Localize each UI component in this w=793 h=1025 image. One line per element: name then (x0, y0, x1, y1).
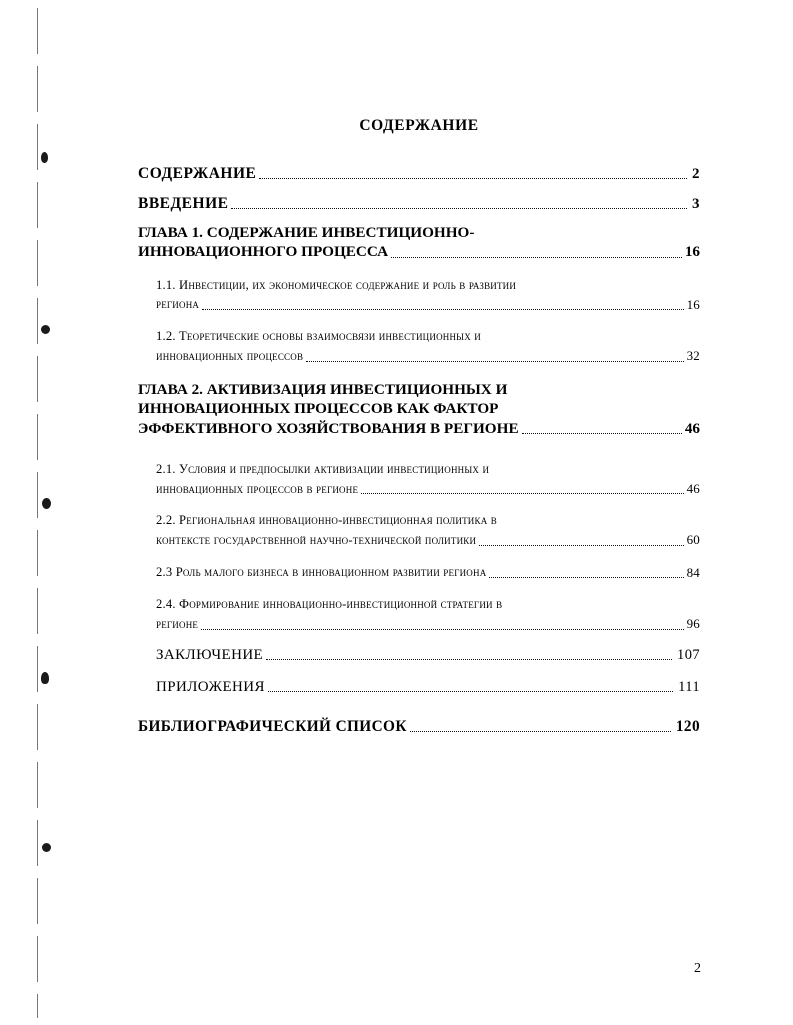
toc-entry-page: 120 (675, 717, 700, 735)
toc-entry-line-2: инновационных процессов в регионе (156, 481, 359, 496)
toc-entry-line-2: региона (156, 297, 200, 312)
toc-entry-line-2: регионе (156, 616, 199, 631)
dot-leader (266, 658, 672, 660)
dot-leader (391, 256, 682, 258)
scan-artifact-blot (42, 498, 51, 509)
toc-entry-label: ЗАКЛЮЧЕНИЕ (156, 646, 264, 663)
dot-leader (268, 690, 673, 692)
toc-entry-bibliography[interactable] (138, 718, 700, 736)
toc-entry-contents[interactable] (138, 165, 700, 183)
scan-margin-line (37, 8, 38, 1018)
toc-entry-page: 60 (686, 532, 700, 548)
toc-entry-2-2[interactable] (156, 511, 700, 549)
toc-entry-label: БИБЛИОГРАФИЧЕСКИЙ СПИСОК (138, 717, 407, 735)
toc-entry-line-1: ГЛАВА 1. СОДЕРЖАНИЕ ИНВЕСТИЦИОННО- (138, 224, 475, 241)
toc-entry-2-4[interactable] (156, 595, 700, 633)
toc-entry-page: 16 (686, 296, 700, 312)
dot-leader (259, 177, 687, 179)
toc-entry-page: 96 (686, 616, 700, 632)
toc-entry-line-1: 2.4. Формирование инновационно-инвестиционной стратегии в (156, 597, 503, 612)
dot-leader (479, 544, 683, 546)
toc-entry-page: 32 (686, 348, 700, 364)
toc-entry-label: ПРИЛОЖЕНИЯ (156, 678, 265, 695)
toc-entry-line-1b: ИННОВАЦИОННЫХ ПРОЦЕССОВ КАК ФАКТОР (138, 400, 499, 418)
toc-entry-line-2: контексте государственной научно-технической политики (156, 532, 477, 547)
toc-entry-line-2: 2.3 Роль малого бизнеса в инновационном развитии региона (156, 565, 487, 580)
toc-entry-appendices[interactable] (156, 679, 700, 696)
scan-artifact-blot (41, 672, 49, 684)
toc-entry-page: 3 (692, 196, 700, 212)
table-of-contents (138, 165, 700, 736)
page-content (138, 0, 700, 748)
toc-entry-introduction[interactable] (138, 195, 700, 213)
toc-entry-conclusion[interactable] (156, 647, 700, 664)
toc-entry-2-1[interactable] (156, 460, 700, 498)
toc-entry-page: 46 (686, 480, 700, 496)
toc-entry-line-1: 1.1. Инвестиции, их экономическое содержание и роль в развитии (156, 277, 517, 292)
dot-leader (361, 492, 683, 494)
scan-artifact-blot (42, 843, 51, 852)
toc-entry-page: 16 (684, 243, 700, 261)
dot-leader (231, 207, 687, 209)
scan-edge (0, 0, 30, 1025)
toc-entry-line-2: ЭФФЕКТИВНОГО ХОЗЯЙСТВОВАНИЯ В РЕГИОНЕ (138, 419, 519, 437)
scan-artifact-blot (41, 152, 48, 163)
toc-entry-page: 2 (692, 166, 700, 182)
toc-entry-1-2[interactable] (156, 327, 700, 365)
toc-entry-chapter-1[interactable] (138, 223, 700, 262)
toc-entry-chapter-2[interactable] (138, 380, 700, 438)
scan-artifact-blot (41, 325, 50, 334)
dot-leader (489, 576, 683, 578)
toc-entry-page: 46 (684, 419, 700, 437)
toc-entry-label: СОДЕРЖАНИЕ (138, 165, 257, 182)
dot-leader (201, 628, 683, 630)
toc-entry-2-3[interactable] (156, 563, 700, 583)
dot-leader (522, 432, 682, 434)
toc-entry-page: 84 (686, 564, 700, 580)
toc-entry-line-2: инновационных процессов (156, 348, 304, 363)
page-title: СОДЕРЖАНИЕ (359, 117, 479, 134)
toc-entry-line-1: 1.2. Теоретические основы взаимосвязи инвестиционных и (156, 329, 481, 344)
toc-entry-page: 107 (677, 646, 700, 663)
toc-entry-line-1: 2.2. Региональная инновационно-инвестиционная политика в (156, 513, 497, 528)
dot-leader (410, 730, 671, 732)
dot-leader (306, 360, 683, 362)
toc-entry-1-1[interactable] (156, 276, 700, 314)
toc-entry-page: 111 (678, 678, 700, 695)
dot-leader (202, 308, 683, 310)
toc-entry-line-2: ИННОВАЦИОННОГО ПРОЦЕССА (138, 243, 389, 261)
toc-entry-line-1: ГЛАВА 2. АКТИВИЗАЦИЯ ИНВЕСТИЦИОННЫХ И (138, 380, 508, 398)
page-number: 2 (694, 961, 701, 976)
toc-entry-line-1: 2.1. Условия и предпосылки активизации инвестиционных и (156, 462, 490, 477)
toc-entry-label: ВВЕДЕНИЕ (138, 195, 229, 212)
